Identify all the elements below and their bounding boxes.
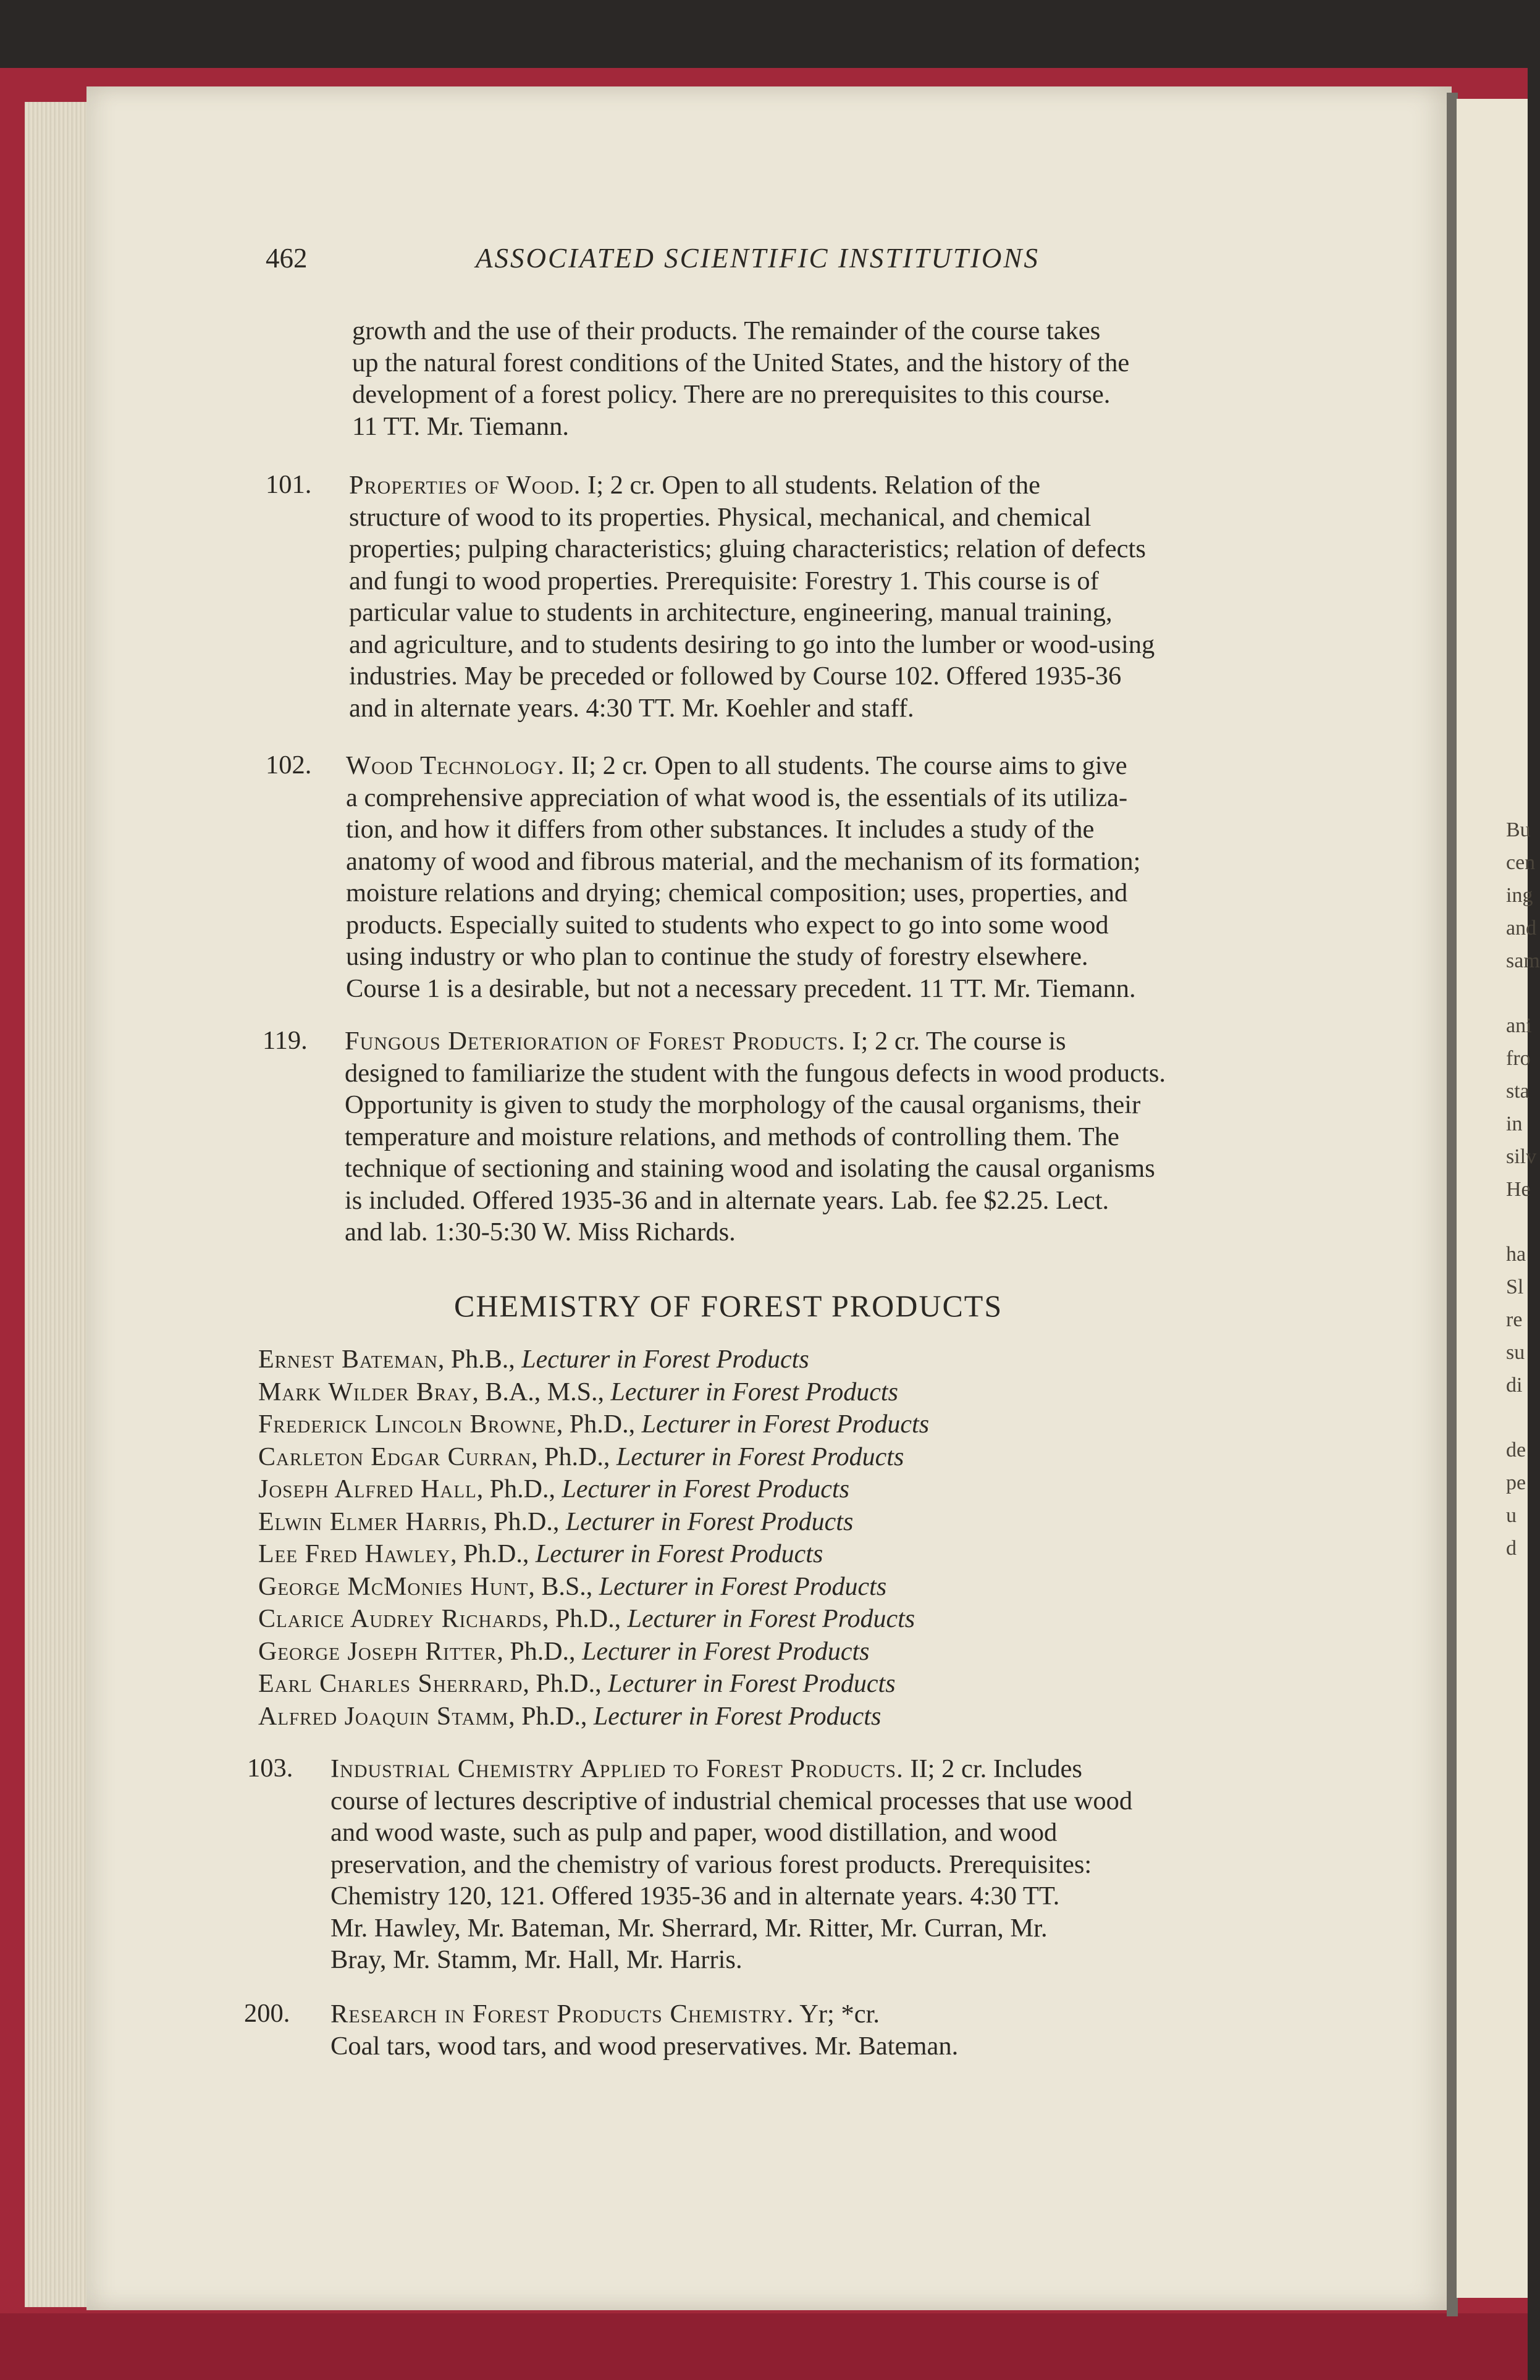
faculty-entry: George McMonies Hunt, B.S., Lecturer in Forest Products xyxy=(258,1572,887,1601)
faculty-entry: Clarice Audrey Richards, Ph.D., Lecturer in Forest Products xyxy=(258,1605,915,1633)
faculty-entry: George Joseph Ritter, Ph.D., Lecturer in Forest Products xyxy=(258,1637,870,1666)
faculty-name: Alfred Joaquin Stamm xyxy=(258,1702,509,1731)
adjacent-fragment: in xyxy=(1506,1112,1523,1135)
text-line: development of a forest policy. There are no prerequisites to this course. xyxy=(352,380,1111,409)
text-line: Chemistry 120, 121. Offered 1935-36 and in alternate years. 4:30 TT. xyxy=(330,1882,1060,1911)
faculty-name: Mark Wilder Bray xyxy=(258,1377,473,1407)
adjacent-fragment: Sl xyxy=(1506,1276,1524,1298)
text-line: properties; pulping characteristics; gluing characteristics; relation of defects xyxy=(349,534,1146,563)
text-line: anatomy of wood and fibrous material, and the mechanism of its formation; xyxy=(346,846,1141,876)
faculty-entry: Lee Fred Hawley, Ph.D., Lecturer in Forest Products xyxy=(258,1540,823,1568)
header-title: ASSOCIATED SCIENTIFIC INSTITUTIONS xyxy=(476,243,1040,274)
text-line: Industrial Chemistry Applied to Forest Products. II; 2 cr. Includes xyxy=(330,1754,1082,1783)
course-title: Research in Forest Products Chemistry. xyxy=(330,1999,794,2029)
text-line: Coal tars, wood tars, and wood preservatives. Mr. Bateman. xyxy=(330,2031,959,2061)
faculty-name: Joseph Alfred Hall xyxy=(258,1475,477,1503)
course-entry xyxy=(346,750,1325,1004)
course-title: Wood Technology. xyxy=(346,751,565,780)
faculty-name: George McMonies Hunt xyxy=(258,1572,529,1601)
text-line: moisture relations and drying; chemical composition; uses, properties, and xyxy=(346,878,1128,907)
faculty-name: Clarice Audrey Richards xyxy=(258,1605,542,1633)
text-line: a comprehensive appreciation of what wood is, the essentials of its utiliza- xyxy=(346,783,1128,812)
text-line: preservation, and the chemistry of various forest products. Prerequisites: xyxy=(330,1849,1092,1879)
text-line: structure of wood to its properties. Physical, mechanical, and chemical xyxy=(349,502,1092,532)
adjacent-fragment: su xyxy=(1506,1341,1525,1364)
text-line: Mr. Hawley, Mr. Bateman, Mr. Sherrard, Mr. Ritter, Mr. Curran, Mr. xyxy=(330,1913,1048,1943)
faculty-entry: Joseph Alfred Hall, Ph.D., Lecturer in Forest Products xyxy=(258,1475,849,1503)
adjacent-fragment: He xyxy=(1506,1178,1531,1201)
running-head xyxy=(266,242,1155,279)
text-line: and agriculture, and to students desiring to go into the lumber or wood-using xyxy=(349,629,1155,659)
adjacent-fragment: silv xyxy=(1506,1145,1537,1168)
faculty-name: George Joseph Ritter xyxy=(258,1637,497,1666)
adjacent-page xyxy=(1457,99,1540,2298)
faculty-entry: Frederick Lincoln Browne, Ph.D., Lecturer in Forest Products xyxy=(258,1410,930,1439)
text-line: Research in Forest Products Chemistry. Yr; *cr. xyxy=(330,1999,880,2029)
adjacent-fragment: Bu xyxy=(1506,818,1531,841)
faculty-entry: Carleton Edgar Curran, Ph.D., Lecturer in Forest Products xyxy=(258,1442,904,1471)
course-number: 102. xyxy=(266,751,312,780)
intro-paragraph xyxy=(352,315,1331,442)
text-line: particular value to students in architecture, engineering, manual training, xyxy=(349,598,1113,627)
text-line: technique of sectioning and staining wood and isolating the causal organisms xyxy=(345,1154,1155,1183)
adjacent-fragment: sam xyxy=(1506,949,1540,972)
faculty-name: Carleton Edgar Curran xyxy=(258,1442,532,1471)
adjacent-fragment: cen xyxy=(1506,851,1536,874)
text-line: Bray, Mr. Stamm, Mr. Hall, Mr. Harris. xyxy=(330,1945,743,1974)
adjacent-fragment: ani xyxy=(1506,1014,1532,1037)
text-line: is included. Offered 1935-36 and in alternate years. Lab. fee $2.25. Lect. xyxy=(345,1185,1109,1215)
text-line: tion, and how it differs from other substances. It includes a study of the xyxy=(346,815,1095,844)
text-line: using industry or who plan to continue the study of forestry elsewhere. xyxy=(346,942,1088,971)
adjacent-fragment: re xyxy=(1506,1308,1523,1331)
text-line: Course 1 is a desirable, but not a necessary precedent. 11 TT. Mr. Tiemann. xyxy=(346,973,1136,1003)
course-number: 101. xyxy=(266,470,312,499)
course-title: Industrial Chemistry Applied to Forest Products. xyxy=(330,1754,904,1783)
faculty-list xyxy=(258,1343,929,1733)
course-number: 103. xyxy=(247,1754,293,1783)
text-line: course of lectures descriptive of industrial chemical processes that use wood xyxy=(330,1786,1133,1815)
course-title: Fungous Deterioration of Forest Products. xyxy=(345,1027,846,1056)
faculty-entry: Ernest Bateman, Ph.B., Lecturer in Forest Products xyxy=(258,1345,809,1374)
page-stack-edges xyxy=(25,102,93,2307)
adjacent-fragment: d xyxy=(1506,1537,1517,1560)
text-line: 11 TT. Mr. Tiemann. xyxy=(352,411,570,441)
text-line: Fungous Deterioration of Forest Products. I; 2 cr. The course is xyxy=(345,1027,1066,1056)
faculty-entry: Mark Wilder Bray, B.A., M.S., Lecturer in Forest Products xyxy=(258,1377,898,1407)
faculty-entry: Elwin Elmer Harris, Ph.D., Lecturer in Forest Products xyxy=(258,1507,854,1536)
adjacent-fragment: and xyxy=(1506,917,1537,940)
faculty-name: Lee Fred Hawley xyxy=(258,1540,451,1568)
text-line: designed to familiarize the student with the fungous defects in wood products. xyxy=(345,1058,1166,1088)
course-entry xyxy=(330,1998,1310,2062)
course-entry xyxy=(330,1753,1310,1976)
adjacent-fragment: pe xyxy=(1506,1471,1526,1494)
course-number: 200. xyxy=(244,1999,290,2028)
text-line: and fungi to wood properties. Prerequisite: Forestry 1. This course is of xyxy=(349,566,1099,595)
faculty-entry: Earl Charles Sherrard, Ph.D., Lecturer in Forest Products xyxy=(258,1670,896,1698)
book-cover-edge xyxy=(0,2313,1528,2380)
faculty-name: Earl Charles Sherrard xyxy=(258,1670,523,1698)
faculty-name: Elwin Elmer Harris xyxy=(258,1507,481,1536)
text-line: up the natural forest conditions of the United States, and the history of the xyxy=(352,348,1130,377)
faculty-name: Ernest Bateman xyxy=(258,1345,438,1374)
section-heading: CHEMISTRY OF FOREST PRODUCTS xyxy=(454,1289,1003,1323)
course-number: 119. xyxy=(263,1026,308,1055)
course-entry xyxy=(349,469,1328,724)
text-line: Properties of Wood. I; 2 cr. Open to all students. Relation of the xyxy=(349,471,1041,500)
page-number: 462 xyxy=(266,243,308,274)
adjacent-fragment: u xyxy=(1506,1504,1517,1527)
text-line: industries. May be preceded or followed by Course 102. Offered 1935-36 xyxy=(349,662,1122,691)
adjacent-fragment: ha xyxy=(1506,1243,1526,1266)
course-entry xyxy=(345,1025,1324,1248)
adjacent-fragment: de xyxy=(1506,1439,1526,1461)
text-line: Opportunity is given to study the morphology of the causal organisms, their xyxy=(345,1090,1141,1119)
course-title: Properties of Wood. xyxy=(349,471,581,500)
text-line: and in alternate years. 4:30 TT. Mr. Koehler and staff. xyxy=(349,693,914,723)
text-line: and lab. 1:30-5:30 W. Miss Richards. xyxy=(345,1217,736,1247)
text-line: Wood Technology. II; 2 cr. Open to all students. The course aims to give xyxy=(346,751,1127,780)
adjacent-fragment: di xyxy=(1506,1374,1523,1397)
adjacent-fragment: ing xyxy=(1506,884,1533,907)
adjacent-fragment: fro xyxy=(1506,1047,1531,1070)
adjacent-fragment: sta xyxy=(1506,1080,1529,1103)
text-line: and wood waste, such as pulp and paper, wood distillation, and wood xyxy=(330,1818,1058,1847)
faculty-entry: Alfred Joaquin Stamm, Ph.D., Lecturer in Forest Products xyxy=(258,1702,882,1731)
text-line: growth and the use of their products. The remainder of the course takes xyxy=(352,316,1101,345)
text-line: products. Especially suited to students who expect to go into some wood xyxy=(346,910,1109,940)
text-line: temperature and moisture relations, and methods of controlling them. The xyxy=(345,1122,1119,1151)
faculty-name: Frederick Lincoln Browne xyxy=(258,1410,557,1439)
